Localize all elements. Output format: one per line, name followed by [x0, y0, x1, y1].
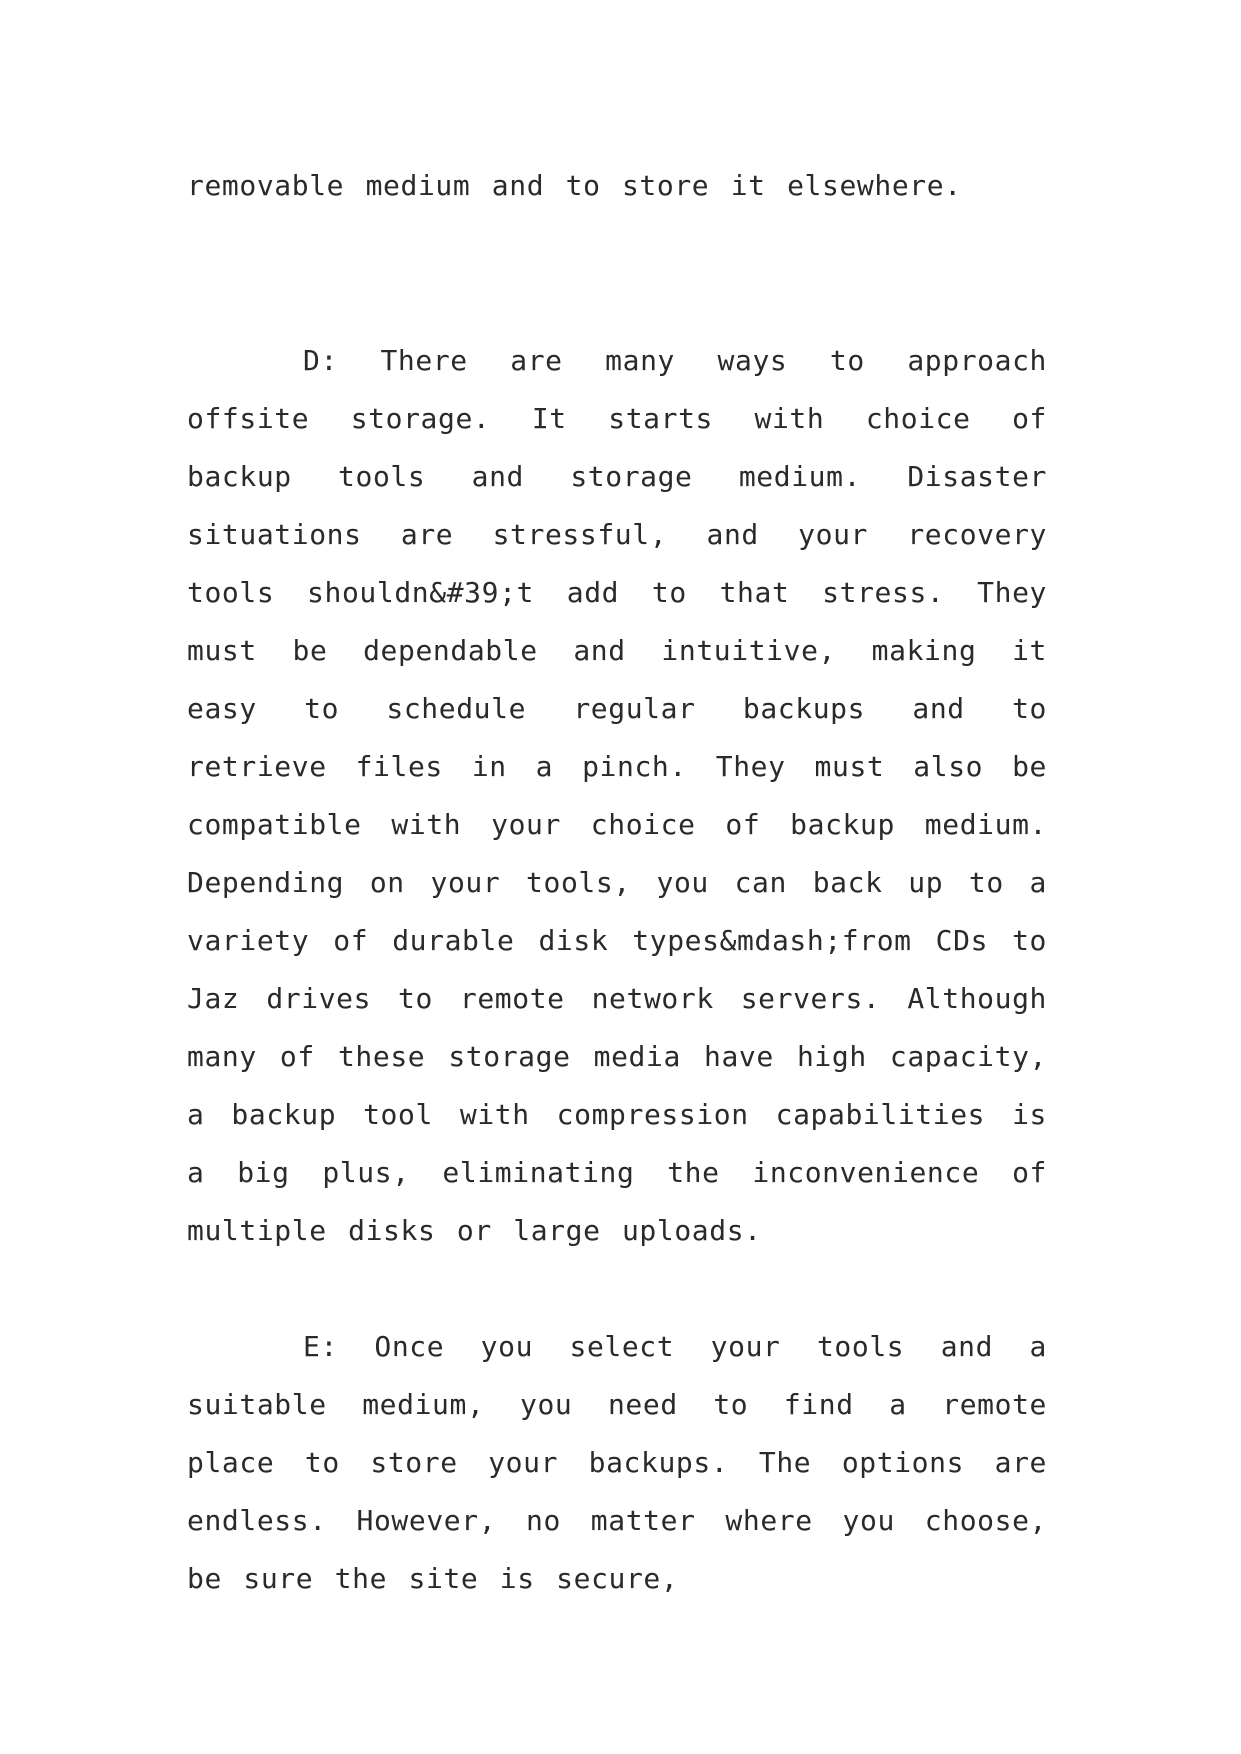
- paragraph-section-d: D: There are many ways to approach offsite storage. It starts with choice of backup tools and storage medium. Disaster situations are stressful, and your recovery tools shouldn&#39;t add to that stress. They must be dependable and intuitive, making it easy to schedule regular backups and to retrieve files in a pinch. They must also be compatible with your choice of backup medium. Depending on your tools, you can back up to a variety of durable disk types&mdash;from CDs to Jaz drives to remote network servers. Although many of these storage media have high capacity, a backup tool with compression capabilities is a big plus, eliminating the inconvenience of multiple disks or large uploads.: [187, 344, 1047, 1247]
- paragraph-section-e: E: Once you select your tools and a suitable medium, you need to find a remote place to store your backups. The options are endless. However, no matter where you choose, be sure the site is secure,: [187, 1330, 1047, 1595]
- paragraph-continuation: removable medium and to store it elsewhere.: [187, 169, 962, 202]
